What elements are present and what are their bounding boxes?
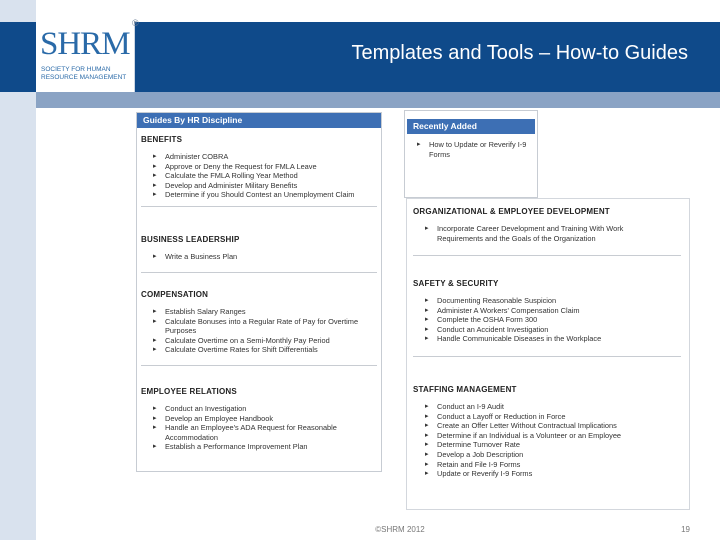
- section-title: COMPENSATION: [141, 290, 209, 299]
- page-number: 19: [681, 525, 690, 534]
- guide-link[interactable]: ▸ Documenting Reasonable Suspicion: [413, 296, 681, 306]
- section-title: EMPLOYEE RELATIONS: [141, 387, 237, 396]
- guides-left-panel: [136, 112, 382, 472]
- section-divider: [141, 272, 377, 273]
- logo-tagline: SOCIETY FOR HUMAN RESOURCE MANAGEMENT: [41, 66, 127, 81]
- guide-link[interactable]: ▸ Calculate Bonuses into a Regular Rate of Pay for Overtime Purposes: [141, 317, 377, 336]
- registered-mark: ®: [132, 18, 139, 28]
- section-business-leadership: [141, 235, 377, 273]
- guide-link[interactable]: ▸ Conduct an Investigation: [141, 404, 377, 414]
- guides-right-panel: [406, 198, 690, 510]
- guides-screenshot: [136, 110, 688, 510]
- guide-link[interactable]: ▸ Develop a Job Description: [413, 450, 681, 460]
- guide-link[interactable]: ▸ Write a Business Plan: [141, 252, 377, 262]
- section-compensation: [141, 290, 377, 366]
- guide-link[interactable]: ▸ Create an Offer Letter Without Contractual Implications: [413, 421, 681, 431]
- section-divider: [141, 365, 377, 366]
- guide-link[interactable]: ▸ Develop and Administer Military Benefits: [141, 181, 377, 191]
- section-divider: [141, 206, 377, 207]
- section-benefits: [141, 135, 377, 207]
- section-title: SAFETY & SECURITY: [413, 279, 499, 288]
- header-band: [36, 92, 720, 108]
- section-employee-relations: [141, 387, 377, 452]
- guide-link[interactable]: ▸ Determine Turnover Rate: [413, 440, 681, 450]
- guide-link[interactable]: ▸ Complete the OSHA Form 300: [413, 315, 681, 325]
- section-staffing-management: [413, 385, 681, 479]
- logo-wordmark: SHRM: [40, 26, 130, 62]
- guide-link[interactable]: ▸ Develop an Employee Handbook: [141, 414, 377, 424]
- guide-link[interactable]: ▸ Conduct an I-9 Audit: [413, 402, 681, 412]
- guide-link[interactable]: ▸ Administer A Workers' Compensation Claim: [413, 306, 681, 316]
- guide-link[interactable]: ▸ Calculate Overtime on a Semi-Monthly Pay Period: [141, 336, 377, 346]
- guide-link[interactable]: ▸ Approve or Deny the Request for FMLA Leave: [141, 162, 377, 172]
- recently-added-header: Recently Added: [407, 119, 535, 134]
- guide-link[interactable]: ▸ Update or Reverify I-9 Forms: [413, 469, 681, 479]
- guide-link[interactable]: ▸ Handle an Employee's ADA Request for Reasonable Accommodation: [141, 423, 377, 442]
- section-title: BENEFITS: [141, 135, 183, 144]
- page-title: Templates and Tools – How-to Guides: [351, 42, 688, 64]
- section-divider: [413, 255, 681, 256]
- guide-link[interactable]: ▸ Determine if an Individual is a Volunteer or an Employee: [413, 431, 681, 441]
- section-title: STAFFING MANAGEMENT: [413, 385, 517, 394]
- recently-added-list: [405, 140, 537, 159]
- section-safety-security: [413, 279, 681, 357]
- guide-link[interactable]: ▸ How to Update or Reverify I-9 Forms: [405, 140, 537, 159]
- guide-link[interactable]: ▸ Conduct a Layoff or Reduction in Force: [413, 412, 681, 422]
- guide-link[interactable]: ▸ Conduct an Accident Investigation: [413, 325, 681, 335]
- guide-link[interactable]: ▸ Calculate the FMLA Rolling Year Method: [141, 171, 377, 181]
- guide-link[interactable]: ▸ Establish Salary Ranges: [141, 307, 377, 317]
- section-title: ORGANIZATIONAL & EMPLOYEE DEVELOPMENT: [413, 207, 610, 216]
- guide-link[interactable]: ▸ Handle Communicable Diseases in the Workplace: [413, 334, 681, 344]
- guide-link[interactable]: ▸ Incorporate Career Development and Training With Work Requirements and the Goals of the Organization: [413, 224, 681, 243]
- section-title: BUSINESS LEADERSHIP: [141, 235, 240, 244]
- guide-link[interactable]: ▸ Retain and File I-9 Forms: [413, 460, 681, 470]
- guide-link[interactable]: ▸ Administer COBRA: [141, 152, 377, 162]
- recently-added-panel: [404, 110, 538, 198]
- section-organizational-development: [413, 207, 681, 256]
- guide-link[interactable]: ▸ Calculate Overtime Rates for Shift Differentials: [141, 345, 377, 355]
- guides-header: Guides By HR Discipline: [137, 113, 381, 128]
- section-divider: [413, 356, 681, 357]
- copyright-text: ©SHRM 2012: [375, 525, 425, 534]
- shrm-logo: [36, 22, 135, 92]
- guide-link[interactable]: ▸ Determine if you Should Contest an Unemployment Claim: [141, 190, 377, 200]
- guide-link[interactable]: ▸ Establish a Performance Improvement Plan: [141, 442, 377, 452]
